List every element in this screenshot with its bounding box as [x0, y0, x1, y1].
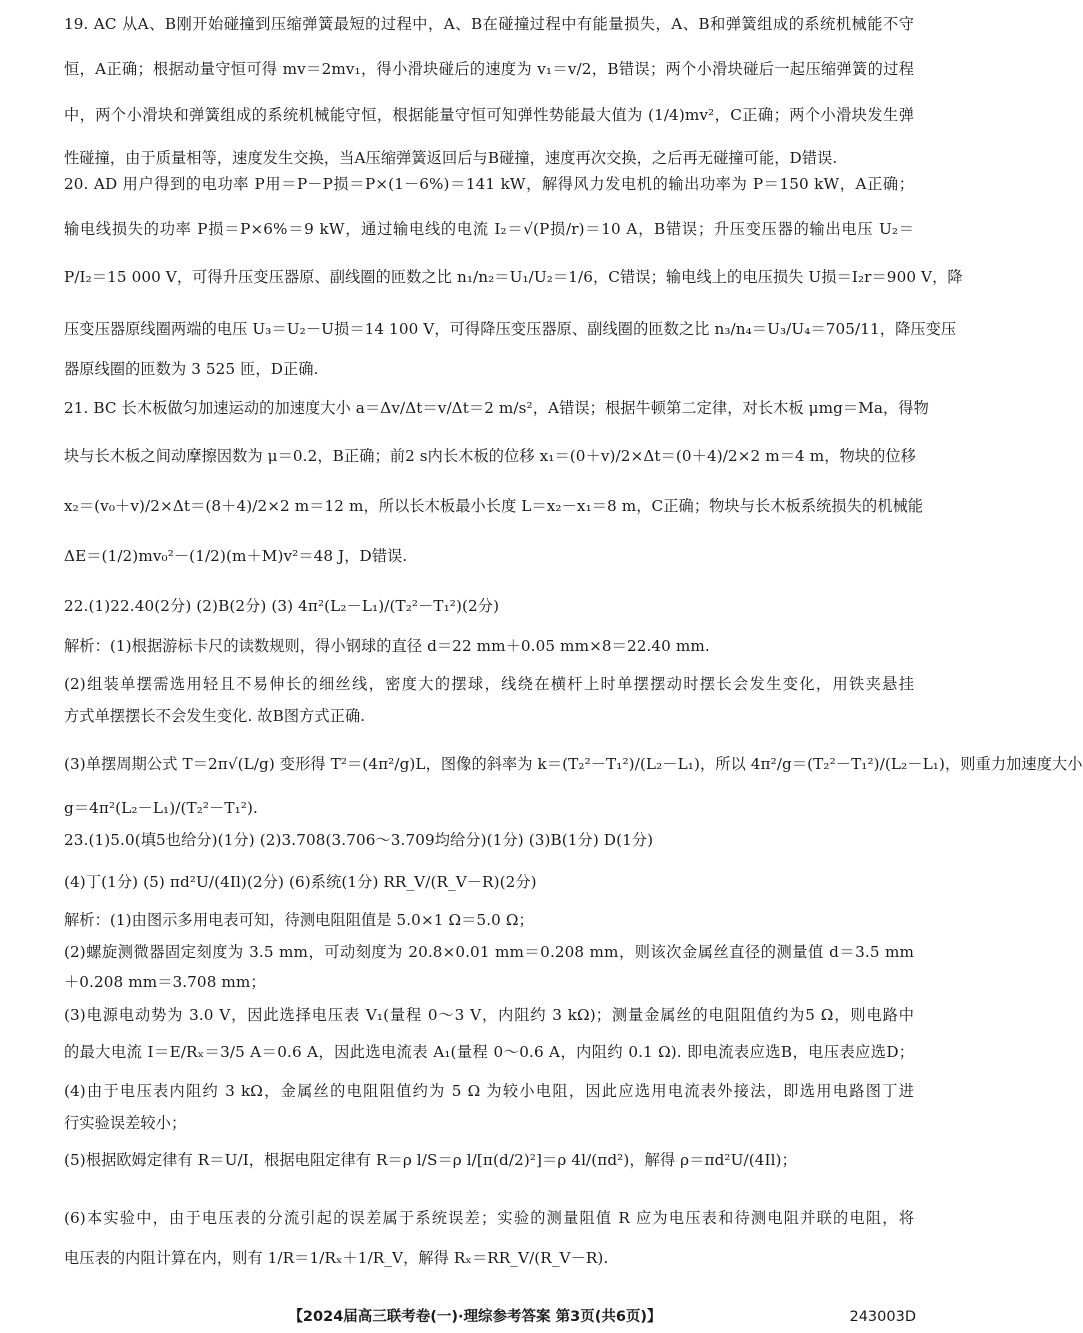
text-line: 22.(1)22.40(2分) (2)B(2分) (3) 4π²(L₂－L₁)/(T₂²－T₁²)(2分)	[64, 597, 500, 615]
text-line: ΔE＝(1/2)mv₀²－(1/2)(m＋M)v²＝48 J，D错误.	[64, 547, 408, 565]
text-line: 块与长木板之间动摩擦因数为 μ＝0.2，B正确；前2 s内长木板的位移 x₁＝(0＋v)/2×Δt＝(0＋4)/2×2 m＝4 m，物块的位移	[64, 447, 916, 465]
text-line: ＋0.208 mm＝3.708 mm；	[64, 973, 266, 991]
text-line: 21. BC 长木板做匀加速运动的加速度大小 a＝Δv/Δt＝v/Δt＝2 m/s²，A错误；根据牛顿第二定律，对长木板 μmg＝Ma，得物	[64, 399, 929, 417]
text-line: (3)单摆周期公式 T＝2π√(L/g) 变形得 T²＝(4π²/g)L，图像的斜率为 k＝(T₂²－T₁²)/(L₂－L₁)，所以 4π²/g＝(T₂²－T₁²)/(L₂－L₁)，则重力加速度大小	[64, 755, 1083, 773]
text-line: 输电线损失的功率 P损＝P×6%＝9 kW，通过输电线的电流 I₂＝√(P损/r)＝10 A，B错误；升压变压器的输出电压 U₂＝	[64, 220, 914, 238]
text-line: (4)由于电压表内阻约 3 kΩ，金属丝的电阻阻值约为 5 Ω 为较小电阻，因此应选用电流表外接法，即选用电路图丁进	[64, 1082, 914, 1100]
text-line: 器原线圈的匝数为 3 525 匝，D正确.	[64, 360, 319, 378]
text-line: (2)组装单摆需选用轻且不易伸长的细丝线，密度大的摆球，线绕在横杆上时单摆摆动时摆长会发生变化，用铁夹悬挂	[64, 675, 914, 693]
text-line: g＝4π²(L₂－L₁)/(T₂²－T₁²).	[64, 799, 258, 817]
text-line: 20. AD 用户得到的电功率 P用＝P－P损＝P×(1－6%)＝141 kW，解得风力发电机的输出功率为 P＝150 kW，A正确；	[64, 175, 914, 193]
page-footer: 【2024届高三联考卷(一)·理综参考答案 第3页(共6页)】	[288, 1309, 662, 1325]
text-line: 压变压器原线圈两端的电压 U₃＝U₂－U损＝14 100 V，可得降压变压器原、副线圈的匝数之比 n₃/n₄＝U₃/U₄＝705/11，降压变压	[64, 320, 957, 338]
text-line: 23.(1)5.0(填5也给分)(1分) (2)3.708(3.706～3.709均给分)(1分) (3)B(1分) D(1分)	[64, 831, 654, 849]
text-line: 恒，A正确；根据动量守恒可得 mv＝2mv₁，得小滑块碰后的速度为 v₁＝v/2，B错误；两个小滑块碰后一起压缩弹簧的过程	[64, 60, 914, 78]
text-line: 19. AC 从A、B刚开始碰撞到压缩弹簧最短的过程中，A、B在碰撞过程中有能量损失，A、B和弹簧组成的系统机械能不守	[64, 15, 914, 33]
text-line: 解析：(1)由图示多用电表可知，待测电阻阻值是 5.0×1 Ω＝5.0 Ω；	[64, 911, 534, 929]
text-line: 电压表的内阻计算在内，则有 1/R＝1/Rₓ＋1/R_V，解得 Rₓ＝RR_V/(R_V－R).	[64, 1249, 609, 1267]
text-line: (3)电源电动势为 3.0 V，因此选择电压表 V₁(量程 0～3 V，内阻约 3 kΩ)；测量金属丝的电阻阻值约为5 Ω，则电路中	[64, 1006, 914, 1024]
text-line: (5)根据欧姆定律有 R＝U/I，根据电阻定律有 R＝ρ l/S＝ρ l/[π(d/2)²]＝ρ 4l/(πd²)，解得 ρ＝πd²U/(4Il)；	[64, 1151, 797, 1169]
text-line: (2)螺旋测微器固定刻度为 3.5 mm，可动刻度为 20.8×0.01 mm＝0.208 mm，则该次金属丝直径的测量值 d＝3.5 mm	[64, 943, 914, 961]
text-line: 性碰撞，由于质量相等，速度发生交换，当A压缩弹簧返回后与B碰撞，速度再次交换，之后再无碰撞可能，D错误.	[64, 149, 838, 167]
text-line: (6)本实验中，由于电压表的分流引起的误差属于系统误差；实验的测量阻值 R 应为电压表和待测电阻并联的电阻，将	[64, 1209, 914, 1227]
text-line: 中，两个小滑块和弹簧组成的系统机械能守恒，根据能量守恒可知弹性势能最大值为 (1/4)mv²，C正确；两个小滑块发生弹	[64, 106, 914, 124]
text-line: 行实验误差较小；	[64, 1114, 187, 1132]
text-line: 解析：(1)根据游标卡尺的读数规则，得小钢球的直径 d＝22 mm＋0.05 mm×8＝22.40 mm.	[64, 637, 710, 655]
exam-code: 243003D	[849, 1309, 916, 1325]
text-line: x₂＝(v₀＋v)/2×Δt＝(8＋4)/2×2 m＝12 m，所以长木板最小长度 L＝x₂－x₁＝8 m，C正确；物块与长木板系统损失的机械能	[64, 497, 924, 515]
text-line: 方式单摆摆长不会发生变化. 故B图方式正确.	[64, 707, 366, 725]
text-line: (4)丁(1分) (5) πd²U/(4Il)(2分) (6)系统(1分) RR_V/(R_V－R)(2分)	[64, 873, 537, 891]
text-line: 的最大电流 I＝E/Rₓ＝3/5 A＝0.6 A，因此选电流表 A₁(量程 0～0.6 A，内阻约 0.1 Ω). 即电流表应选B，电压表应选D；	[64, 1043, 914, 1061]
text-line: P/I₂＝15 000 V，可得升压变压器原、副线圈的匝数之比 n₁/n₂＝U₁/U₂＝1/6，C错误；输电线上的电压损失 U损＝I₂r＝900 V，降	[64, 268, 963, 286]
